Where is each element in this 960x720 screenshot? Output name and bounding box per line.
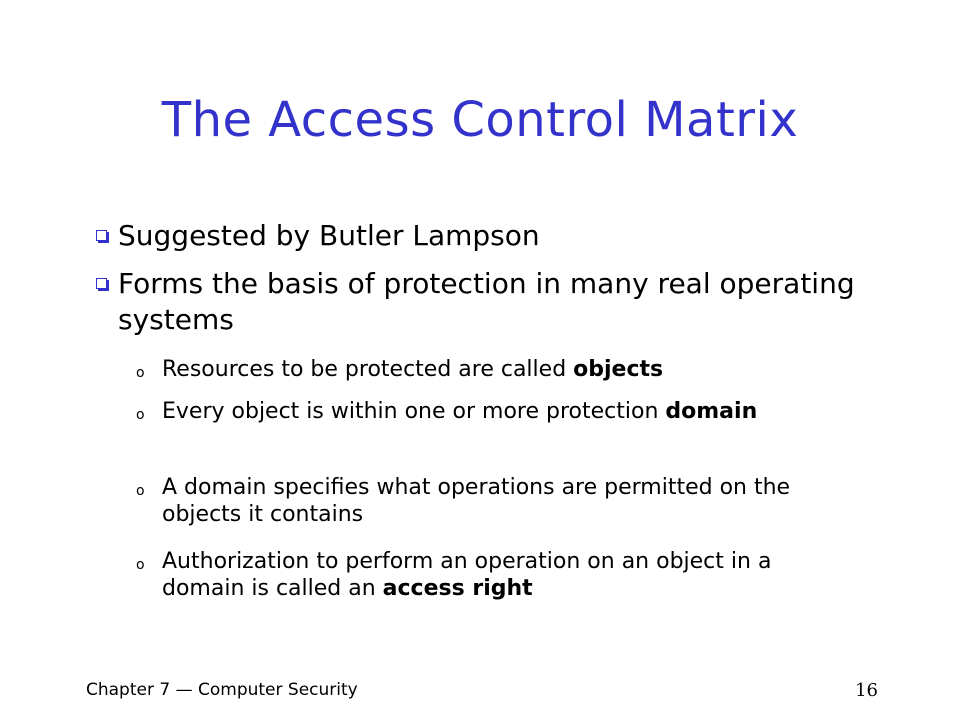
square-bullet-icon	[96, 230, 107, 241]
circle-bullet-icon: o	[136, 557, 145, 573]
sub-bullet-item	[136, 548, 856, 602]
bullet-item	[96, 266, 876, 338]
circle-bullet-icon: o	[136, 407, 145, 423]
sub-bullet-text	[162, 548, 856, 602]
sub-bullet-text-part: Resources to be protected are called	[162, 357, 574, 382]
bullet-text: Suggested by Butler Lampson	[118, 219, 540, 252]
page-number: 16	[855, 680, 878, 701]
footer-chapter: Chapter 7 — Computer Security	[86, 680, 358, 700]
bullet-item	[96, 218, 876, 254]
sub-bullet-text	[162, 398, 856, 425]
circle-bullet-icon: o	[136, 365, 145, 381]
sub-bullet-text-part: Authorization to perform an operation on an object in a domain is called an	[162, 549, 772, 601]
sub-bullet-text: A domain specifies what operations are permitted on the objects it contains	[162, 475, 791, 527]
square-bullet-icon	[96, 278, 107, 289]
bullet-text: Forms the basis of protection in many real operating systems	[118, 267, 855, 336]
sub-bullet-item	[136, 356, 856, 383]
sub-bullet-item	[136, 398, 856, 425]
sub-bullet-text	[162, 356, 856, 383]
bold-term: objects	[573, 357, 664, 382]
sub-bullet-item	[136, 474, 856, 528]
sub-bullet-text-part: Every object is within one or more protection	[162, 399, 666, 424]
bold-term: access right	[382, 576, 533, 601]
bold-term: domain	[665, 399, 758, 424]
slide-title: The Access Control Matrix	[161, 92, 799, 148]
circle-bullet-icon: o	[136, 483, 145, 499]
